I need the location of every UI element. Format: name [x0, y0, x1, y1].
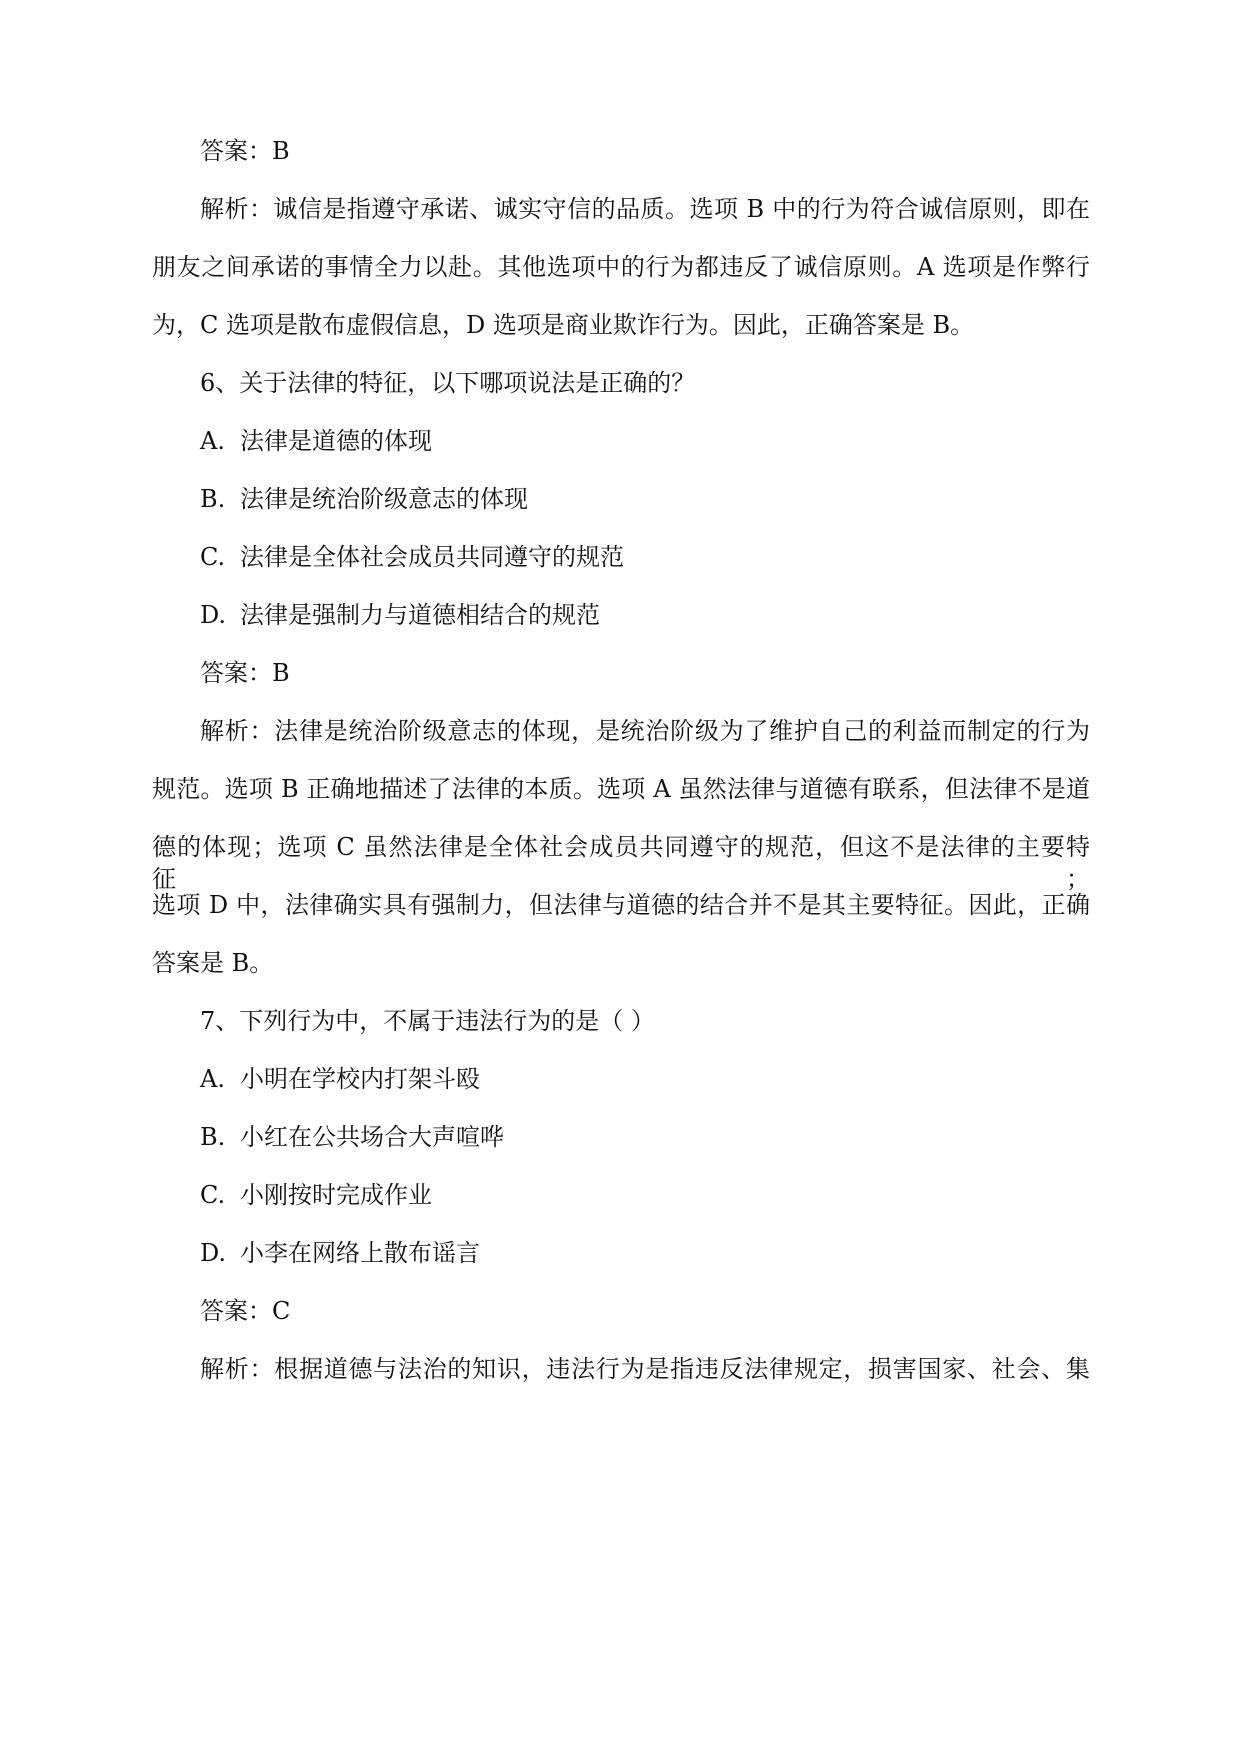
q6-question: 6、关于法律的特征，以下哪项说法是正确的？ — [200, 369, 696, 397]
option-text: 小李在网络上散布谣言 — [240, 1239, 480, 1267]
q6-option-d — [200, 599, 600, 631]
q6-answer: 答案：B — [200, 659, 290, 687]
option-label: A. — [200, 1065, 225, 1093]
q6-analysis-line-5: 答案是 B。 — [152, 949, 274, 977]
q6-analysis-line-2: 规范。选项 B 正确地描述了法律的本质。选项 A 虽然法律与道德有联系，但法律不是道 — [152, 775, 1090, 803]
q6-option-a — [200, 425, 432, 457]
q5-analysis-line-3: 为，C 选项是散布虚假信息，D 选项是商业欺诈行为。因此，正确答案是 B。 — [152, 311, 975, 339]
q6-option-b — [200, 483, 528, 515]
option-label: B. — [200, 485, 226, 513]
option-label: C. — [200, 1181, 226, 1209]
option-label: A. — [200, 427, 225, 455]
option-label: D. — [200, 1239, 227, 1267]
q7-question: 7、下列行为中，不属于违法行为的是（ ） — [200, 1007, 655, 1035]
q7-analysis-line-1: 解析：根据道德与法治的知识，违法行为是指违反法律规定，损害国家、社会、集 — [200, 1355, 1090, 1383]
q5-answer: 答案：B — [200, 137, 290, 165]
q6-analysis-line-4: 选项 D 中，法律确实具有强制力，但法律与道德的结合并不是其主要特征。因此，正确 — [152, 891, 1090, 919]
option-text: 法律是统治阶级意志的体现 — [240, 485, 528, 513]
q7-option-c — [200, 1179, 432, 1211]
option-text: 小红在公共场合大声喧哗 — [240, 1123, 504, 1151]
option-label: B. — [200, 1123, 226, 1151]
q7-option-b — [200, 1121, 504, 1153]
option-label: D. — [200, 601, 227, 629]
q7-option-d — [200, 1237, 480, 1269]
q5-analysis-line-1: 解析：诚信是指遵守承诺、诚实守信的品质。选项 B 中的行为符合诚信原则，即在 — [200, 195, 1090, 223]
option-text: 法律是强制力与道德相结合的规范 — [240, 601, 600, 629]
option-label: C. — [200, 543, 226, 571]
q7-option-a — [200, 1063, 480, 1095]
q5-analysis-line-2: 朋友之间承诺的事情全力以赴。其他选项中的行为都违反了诚信原则。A 选项是作弊行 — [152, 253, 1090, 281]
q6-analysis-line-3: 德的体现；选项 C 虽然法律是全体社会成员共同遵守的规范，但这不是法律的主要特征； — [152, 833, 1090, 893]
option-text: 法律是道德的体现 — [240, 427, 432, 455]
q7-answer: 答案：C — [200, 1297, 291, 1325]
q6-analysis-line-1: 解析：法律是统治阶级意志的体现，是统治阶级为了维护自己的利益而制定的行为 — [200, 717, 1090, 745]
option-text: 小明在学校内打架斗殴 — [240, 1065, 480, 1093]
q6-option-c — [200, 541, 624, 573]
option-text: 法律是全体社会成员共同遵守的规范 — [240, 543, 624, 571]
option-text: 小刚按时完成作业 — [240, 1181, 432, 1209]
